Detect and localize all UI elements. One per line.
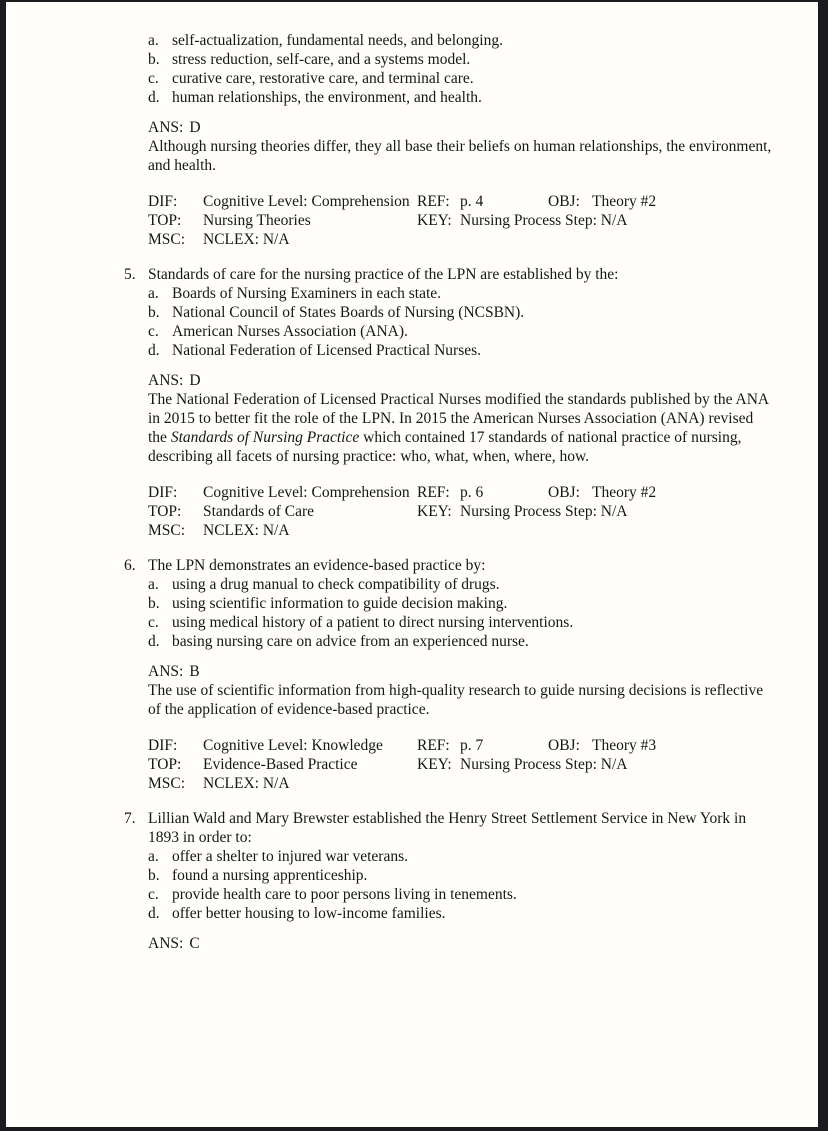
option-text: stress reduction, self-care, and a systems model. bbox=[172, 51, 471, 68]
option-row bbox=[148, 613, 776, 632]
ref-value: p. 7 bbox=[460, 737, 484, 754]
options-list bbox=[148, 31, 776, 107]
key-label: KEY: bbox=[417, 756, 452, 773]
meta-row bbox=[148, 502, 776, 521]
top-value: Nursing Theories bbox=[203, 212, 311, 229]
question-stem: Lillian Wald and Mary Brewster established the Henry Street Settlement Service in New York in 1893 in order to: bbox=[148, 810, 747, 846]
meta-row bbox=[148, 774, 776, 793]
answer-label: ANS: bbox=[148, 119, 184, 136]
option-letter: d. bbox=[148, 633, 160, 650]
obj-label: OBJ: bbox=[548, 484, 580, 501]
answer-value: B bbox=[189, 663, 200, 680]
option-row bbox=[148, 594, 776, 613]
option-row bbox=[148, 866, 776, 885]
key-value: Nursing Process Step: N/A bbox=[460, 503, 628, 520]
options-list bbox=[148, 847, 776, 923]
option-row bbox=[148, 341, 776, 360]
dif-label: DIF: bbox=[148, 193, 178, 210]
ref-label: REF: bbox=[417, 193, 450, 210]
option-text: found a nursing apprenticeship. bbox=[172, 867, 368, 884]
options-list bbox=[148, 284, 776, 360]
option-row bbox=[148, 847, 776, 866]
question-number: 6. bbox=[124, 557, 136, 574]
option-row bbox=[148, 632, 776, 651]
feedback-text bbox=[148, 390, 772, 466]
answer-label: ANS: bbox=[148, 372, 184, 389]
dif-label: DIF: bbox=[148, 737, 178, 754]
meta-row bbox=[148, 521, 776, 540]
option-letter: c. bbox=[148, 70, 159, 87]
option-text: Boards of Nursing Examiners in each state. bbox=[172, 285, 442, 302]
answer-label: ANS: bbox=[148, 663, 184, 680]
question-stem: Standards of care for the nursing practice of the LPN are established by the: bbox=[148, 266, 619, 283]
msc-label: MSC: bbox=[148, 775, 186, 792]
dif-label: DIF: bbox=[148, 484, 178, 501]
obj-value: Theory #2 bbox=[592, 484, 657, 501]
msc-label: MSC: bbox=[148, 231, 186, 248]
msc-label: MSC: bbox=[148, 522, 186, 539]
question-stem-row bbox=[124, 265, 776, 284]
feedback-italic-title: Standards of Nursing Practice bbox=[170, 429, 360, 446]
dif-value: Cognitive Level: Comprehension bbox=[203, 193, 410, 210]
msc-value: NCLEX: N/A bbox=[203, 775, 290, 792]
page-edge-left bbox=[0, 0, 6, 1131]
answer-label: ANS: bbox=[148, 935, 184, 952]
top-value: Evidence-Based Practice bbox=[203, 756, 358, 773]
feedback-part: which contained 17 standards of national practice of nursing, describing all facets of nursing practice: who, what, when, where, how. bbox=[148, 429, 742, 465]
meta-row bbox=[148, 755, 776, 774]
option-letter: a. bbox=[148, 576, 159, 593]
option-row bbox=[148, 50, 776, 69]
option-text: using a drug manual to check compatibility of drugs. bbox=[172, 576, 500, 593]
obj-label: OBJ: bbox=[548, 193, 580, 210]
dif-value: Cognitive Level: Knowledge bbox=[203, 737, 383, 754]
options-list bbox=[148, 575, 776, 651]
option-text: human relationships, the environment, and health. bbox=[172, 89, 482, 106]
answer-value: D bbox=[189, 119, 201, 136]
top-value: Standards of Care bbox=[203, 503, 315, 520]
obj-label: OBJ: bbox=[548, 737, 580, 754]
option-text: offer a shelter to injured war veterans. bbox=[172, 848, 408, 865]
question-number: 7. bbox=[124, 810, 136, 827]
feedback-text: Although nursing theories differ, they all base their beliefs on human relationships, the environment, and health. bbox=[148, 138, 772, 174]
page-edge-bottom bbox=[0, 1127, 828, 1131]
key-value: Nursing Process Step: N/A bbox=[460, 756, 628, 773]
key-label: KEY: bbox=[417, 503, 452, 520]
option-letter: d. bbox=[148, 342, 160, 359]
top-label: TOP: bbox=[148, 212, 182, 229]
question-block bbox=[124, 809, 776, 953]
answer-line bbox=[148, 118, 776, 137]
option-letter: b. bbox=[148, 595, 160, 612]
answer-line bbox=[148, 934, 776, 953]
option-letter: d. bbox=[148, 905, 160, 922]
meta-block bbox=[148, 736, 776, 793]
answer-block bbox=[148, 934, 776, 953]
option-text: National Federation of Licensed Practical Nurses. bbox=[172, 342, 482, 359]
top-label: TOP: bbox=[148, 756, 182, 773]
question-block bbox=[124, 556, 776, 793]
option-row bbox=[148, 88, 776, 107]
answer-block bbox=[148, 118, 776, 175]
meta-row bbox=[148, 483, 776, 502]
option-row bbox=[148, 69, 776, 88]
option-letter: b. bbox=[148, 51, 160, 68]
option-text: using medical history of a patient to direct nursing interventions. bbox=[172, 614, 574, 631]
option-text: self-actualization, fundamental needs, and belonging. bbox=[172, 32, 503, 49]
meta-row bbox=[148, 211, 776, 230]
obj-value: Theory #3 bbox=[592, 737, 657, 754]
option-text: National Council of States Boards of Nursing (NCSBN). bbox=[172, 304, 525, 321]
top-label: TOP: bbox=[148, 503, 182, 520]
option-text: offer better housing to low-income families. bbox=[172, 905, 446, 922]
option-letter: a. bbox=[148, 848, 159, 865]
option-row bbox=[148, 322, 776, 341]
option-row bbox=[148, 575, 776, 594]
question-stem-row bbox=[124, 556, 776, 575]
meta-row bbox=[148, 192, 776, 211]
meta-block bbox=[148, 192, 776, 249]
question-block bbox=[124, 265, 776, 540]
key-value: Nursing Process Step: N/A bbox=[460, 212, 628, 229]
option-letter: c. bbox=[148, 886, 159, 903]
option-text: curative care, restorative care, and terminal care. bbox=[172, 70, 474, 87]
question-block bbox=[124, 31, 776, 249]
option-letter: b. bbox=[148, 867, 160, 884]
answer-value: D bbox=[189, 372, 201, 389]
key-label: KEY: bbox=[417, 212, 452, 229]
meta-block bbox=[148, 483, 776, 540]
page-edge-top bbox=[0, 0, 828, 2]
ref-value: p. 4 bbox=[460, 193, 484, 210]
option-row bbox=[148, 885, 776, 904]
option-text: using scientific information to guide decision making. bbox=[172, 595, 508, 612]
question-stem: The LPN demonstrates an evidence-based practice by: bbox=[148, 557, 486, 574]
option-row bbox=[148, 31, 776, 50]
ref-value: p. 6 bbox=[460, 484, 484, 501]
option-row bbox=[148, 904, 776, 923]
answer-block bbox=[148, 371, 776, 466]
option-row bbox=[148, 284, 776, 303]
answer-block bbox=[148, 662, 776, 719]
meta-row bbox=[148, 736, 776, 755]
option-row bbox=[148, 303, 776, 322]
obj-value: Theory #2 bbox=[592, 193, 657, 210]
option-letter: b. bbox=[148, 304, 160, 321]
option-text: provide health care to poor persons living in tenements. bbox=[172, 886, 517, 903]
feedback-part: The National Federation of Licensed Practical Nurses modified the standards published by the ANA in 2015 to better fit the role of the LPN. In 2015 the American Nurses Association (ANA) revised the bbox=[148, 391, 769, 446]
answer-line bbox=[148, 662, 776, 681]
option-letter: a. bbox=[148, 285, 159, 302]
msc-value: NCLEX: N/A bbox=[203, 231, 290, 248]
option-letter: c. bbox=[148, 614, 159, 631]
dif-value: Cognitive Level: Comprehension bbox=[203, 484, 410, 501]
ref-label: REF: bbox=[417, 737, 450, 754]
option-letter: a. bbox=[148, 32, 159, 49]
meta-row bbox=[148, 230, 776, 249]
question-stem-row bbox=[124, 809, 776, 847]
option-text: basing nursing care on advice from an experienced nurse. bbox=[172, 633, 529, 650]
option-text: American Nurses Association (ANA). bbox=[172, 323, 408, 340]
option-letter: d. bbox=[148, 89, 160, 106]
answer-value: C bbox=[189, 935, 200, 952]
page-content bbox=[124, 31, 776, 953]
feedback-text: The use of scientific information from high-quality research to guide nursing decisions is reflective of the application of evidence-based practice. bbox=[148, 682, 764, 718]
option-letter: c. bbox=[148, 323, 159, 340]
answer-line bbox=[148, 371, 776, 390]
msc-value: NCLEX: N/A bbox=[203, 522, 290, 539]
ref-label: REF: bbox=[417, 484, 450, 501]
question-number: 5. bbox=[124, 266, 136, 283]
page-edge-right bbox=[818, 0, 828, 1131]
